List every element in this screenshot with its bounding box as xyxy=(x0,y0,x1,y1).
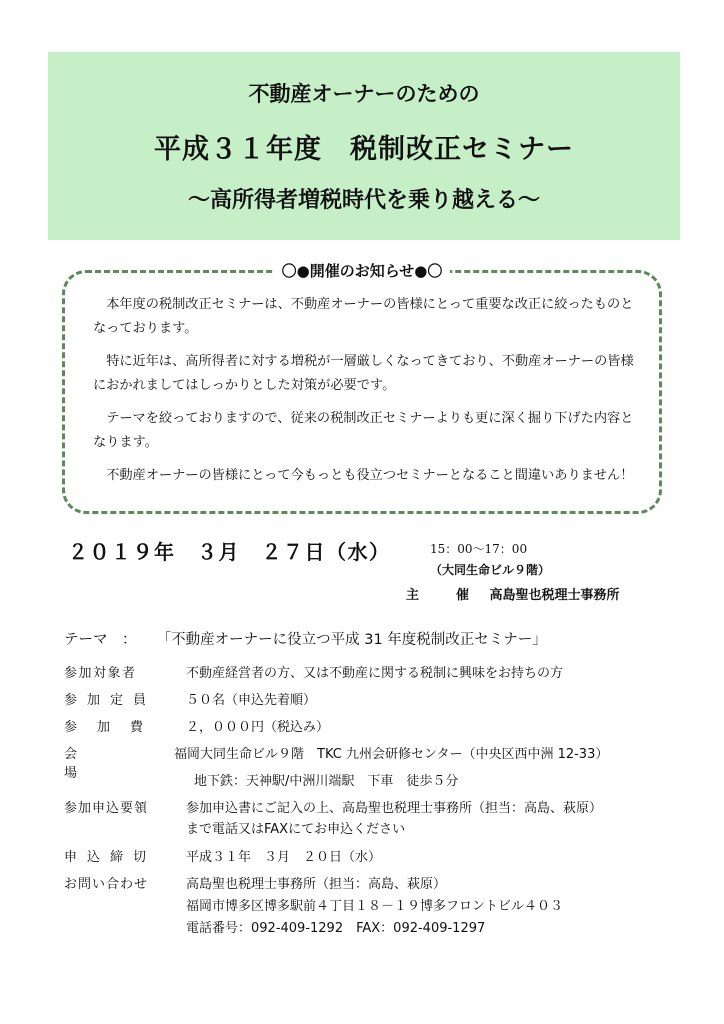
apply-label: 参加申込要領 xyxy=(64,801,149,816)
notice-body xyxy=(93,293,639,497)
fee-label: 参加費 xyxy=(64,720,164,735)
event-time: 15：00～17：00 xyxy=(430,542,528,556)
notice-paragraph: 本年度の税制改正セミナーは、不動産オーナーの皆様にとって重要な改正に絞ったものとなっております。 xyxy=(93,297,634,336)
deadline-value: 平成３１年 ３月 ２０日（水） xyxy=(186,850,382,865)
venue-access: 地下鉄：天神駅/中洲川端駅 下車 徒歩５分 xyxy=(194,774,459,789)
contact-label: お問い合わせ xyxy=(64,877,149,892)
venue-value: 福岡大同生命ビル９階 TKC 九州会研修センター（中央区西中洲 12-33） xyxy=(174,747,609,762)
target-value: 不動産経営者の方、又は不動産に関する税制に興味をお持ちの方 xyxy=(186,666,564,681)
host-label: 主 催 xyxy=(406,588,482,603)
event-date: ２０１９年 ３月 ２７日（水） xyxy=(68,540,391,564)
apply-value-2: まで電話又はFAXにてお申込ください xyxy=(186,822,406,837)
notice-paragraph: 特に近年は、高所得者に対する増税が一層厳しくなってきており、不動産オーナーの皆様におかれましてはしっかりとした対策が必要です。 xyxy=(93,354,634,393)
notice-paragraph: テーマを絞っておりますので、従来の税制改正セミナーよりも更に深く掘り下げた内容となります。 xyxy=(93,411,634,450)
theme-line xyxy=(64,628,547,649)
apply-value-1: 参加申込書にご記入の上、高島聖也税理士事務所（担当：高島、萩原） xyxy=(186,801,603,816)
capacity-value: ５０名（申込先着順） xyxy=(186,693,317,708)
contact-phone: 電話番号：092-409-1292 FAX：092-409-1297 xyxy=(186,921,486,936)
theme-label: テーマ ： xyxy=(64,632,137,648)
deadline-label: 申込締切 xyxy=(64,850,157,865)
target-label: 参加対象者 xyxy=(64,666,137,681)
notice-title: 〇●開催のお知らせ●〇 xyxy=(274,262,451,280)
title-banner xyxy=(48,52,680,240)
capacity-label: 参加定員 xyxy=(64,693,157,708)
contact-address: 福岡市博多区博多駅前４丁目１８－１９博多フロントビル４０３ xyxy=(186,899,564,914)
host-line xyxy=(406,584,620,603)
notice-box xyxy=(62,262,662,514)
venue-label: 会場 xyxy=(64,747,152,781)
fee-value: ２，０００円（税込み） xyxy=(186,720,330,735)
host-value: 高島聖也税理士事務所 xyxy=(489,588,620,603)
contact-value-1: 高島聖也税理士事務所（担当：高島、萩原） xyxy=(186,877,447,892)
venue-note: （大同生命ビル９階） xyxy=(430,563,551,577)
header-subtitle: 不動産オーナーのための xyxy=(248,82,480,106)
theme-value: 「不動産オーナーに役立つ平成 31 年度税制改正セミナー」 xyxy=(156,632,547,648)
notice-paragraph: 不動産オーナーの皆様にとって今もっとも役立つセミナーとなること間違いありません！ xyxy=(106,468,634,483)
header-tagline: ～高所得者増税時代を乗り越える～ xyxy=(187,188,540,213)
header-title: 平成３１年度 税制改正セミナー xyxy=(154,134,574,165)
